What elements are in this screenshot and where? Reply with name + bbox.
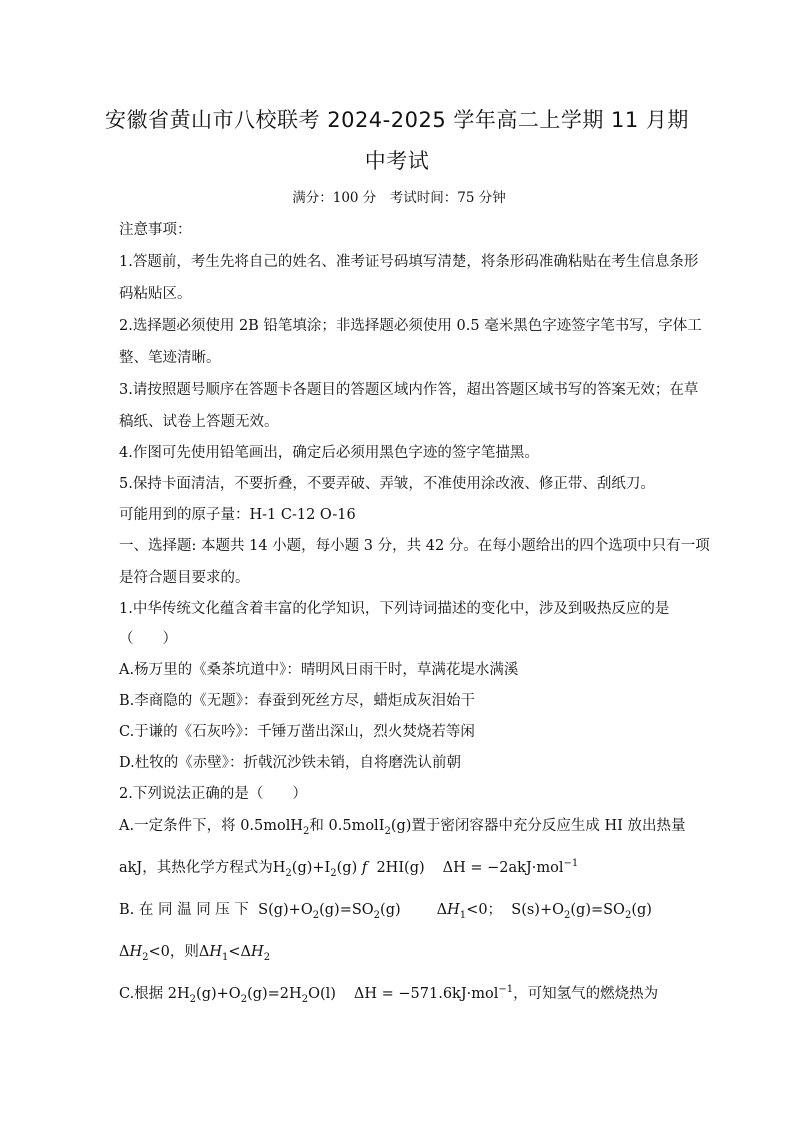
q2-a-mid2: 置于密闭容器中充分反应生成 HI 放出热量 (411, 818, 686, 834)
exam-title-line2: 中考试 (364, 149, 430, 173)
note-3-line1: 3.请按照题号顺序在答题卡各题目的答题区域内作答，超出答题区域书写的答案无效；在草 (119, 382, 699, 398)
q2-b-label: B. 在 同 温 同 压 下 (119, 902, 249, 918)
q1-option-d: D.杜牧的《赤壁》：折戟沉沙铁未销，自将磨洗认前朝 (119, 755, 461, 771)
q2-option-a-line1: A.一定条件下，将 0.5molH$_2$和 0.5molI$_2$(g)置于密闭容器中充分反应生成 HI 放出热量 (119, 818, 686, 837)
q2-option-a-line2: akJ，其热化学方程式为$H_2(g)+I_2(g)$ f 2HI(g) ΔH = −2akJ·mol$^{-1}$ (119, 858, 579, 879)
q2-a2-pre: akJ，其热化学方程式为 (119, 860, 273, 876)
exam-meta: 满分：100 分 考试时间：75 分钟 (292, 190, 506, 206)
note-5: 5.保持卡面清洁，不要折叠，不要弄破、弄皱，不准使用涂改液、修正带、刮纸刀。 (119, 476, 655, 492)
q2-a2-eq: ΔH = −2akJ·mol (442, 860, 564, 876)
section1-intro-line2: 是符合题目要求的。 (119, 570, 250, 586)
q1-stem: 1.中华传统文化蕴含着丰富的化学知识，下列诗词描述的变化中，涉及到吸热反应的是 (119, 601, 670, 617)
q2-c-label: C.根据 (119, 986, 164, 1002)
q1-option-c: C.于谦的《石灰吟》：千锤万凿出深山，烈火焚烧若等闲 (119, 724, 475, 740)
note-1-line2: 码粘贴区。 (119, 286, 192, 302)
note-2-line2: 整、笔迹清晰。 (119, 350, 221, 366)
note-2-line1: 2.选择题必须使用 2B 铅笔填涂；非选择题必须使用 0.5 毫米黑色字迹签字笔书写，字体工 (119, 318, 702, 334)
q2-option-b-line2: $\Delta H_2<0$，则$\Delta H_1<\Delta H_2$ (119, 944, 271, 963)
q2-stem: 2.下列说法正确的是（ ） (119, 786, 307, 802)
q2-c-tail: ，可知氢气的燃烧热为 (513, 986, 659, 1002)
q2-a-mid1: 和 0.5mol (309, 818, 379, 834)
note-3-line2: 稿纸、试卷上答题无效。 (119, 414, 279, 430)
notes-heading: 注意事项： (119, 222, 192, 238)
q2-option-b-line1: B. 在 同 温 同 压 下 $S(g)+O_2(g)=SO_2(g)$ $\Delta H_1<0$； $S(s)+O_2(g)=SO_2(g)$ (119, 902, 652, 921)
q2-option-c-line1: C.根据 $2H_2(g)+O_2(g)=2H_2O(l) \Delta H = -571.6kJ\cdot mol^{-1}$，可知氢气的燃烧热为 (119, 984, 659, 1005)
q2-a-pre: A.一定条件下，将 0.5mol (119, 818, 291, 834)
q2-c-dh: ΔH = −571.6kJ·mol (353, 986, 499, 1002)
exam-title-line1: 安徽省黄山市八校联考 2024-2025 学年高二上学期 11 月期 (105, 108, 689, 132)
section1-intro-line1: 一、选择题: 本题共 14 小题，每小题 3 分，共 42 分。在每小题给出的四个选项中只有一项 (119, 538, 710, 554)
q1-option-a: A.杨万里的《桑茶坑道中》：晴明风日雨干时，草满花堤水满溪 (119, 662, 519, 678)
note-4: 4.作图可先使用铅笔画出，确定后必须用黑色字迹的签字笔描黑。 (119, 445, 539, 461)
note-1-line1: 1.答题前，考生先将自己的姓名、准考证号码填写清楚，将条形码准确粘贴在考生信息条形 (119, 254, 699, 270)
q1-option-b: B.李商隐的《无题》：春蚕到死丝方尽，蜡炬成灰泪始干 (119, 693, 476, 709)
q1-blank: （ ） (119, 631, 177, 647)
atomic-mass: 可能用到的原子量：H-1 C-12 O-16 (119, 507, 356, 523)
q2-b-then: 则 (184, 944, 199, 960)
